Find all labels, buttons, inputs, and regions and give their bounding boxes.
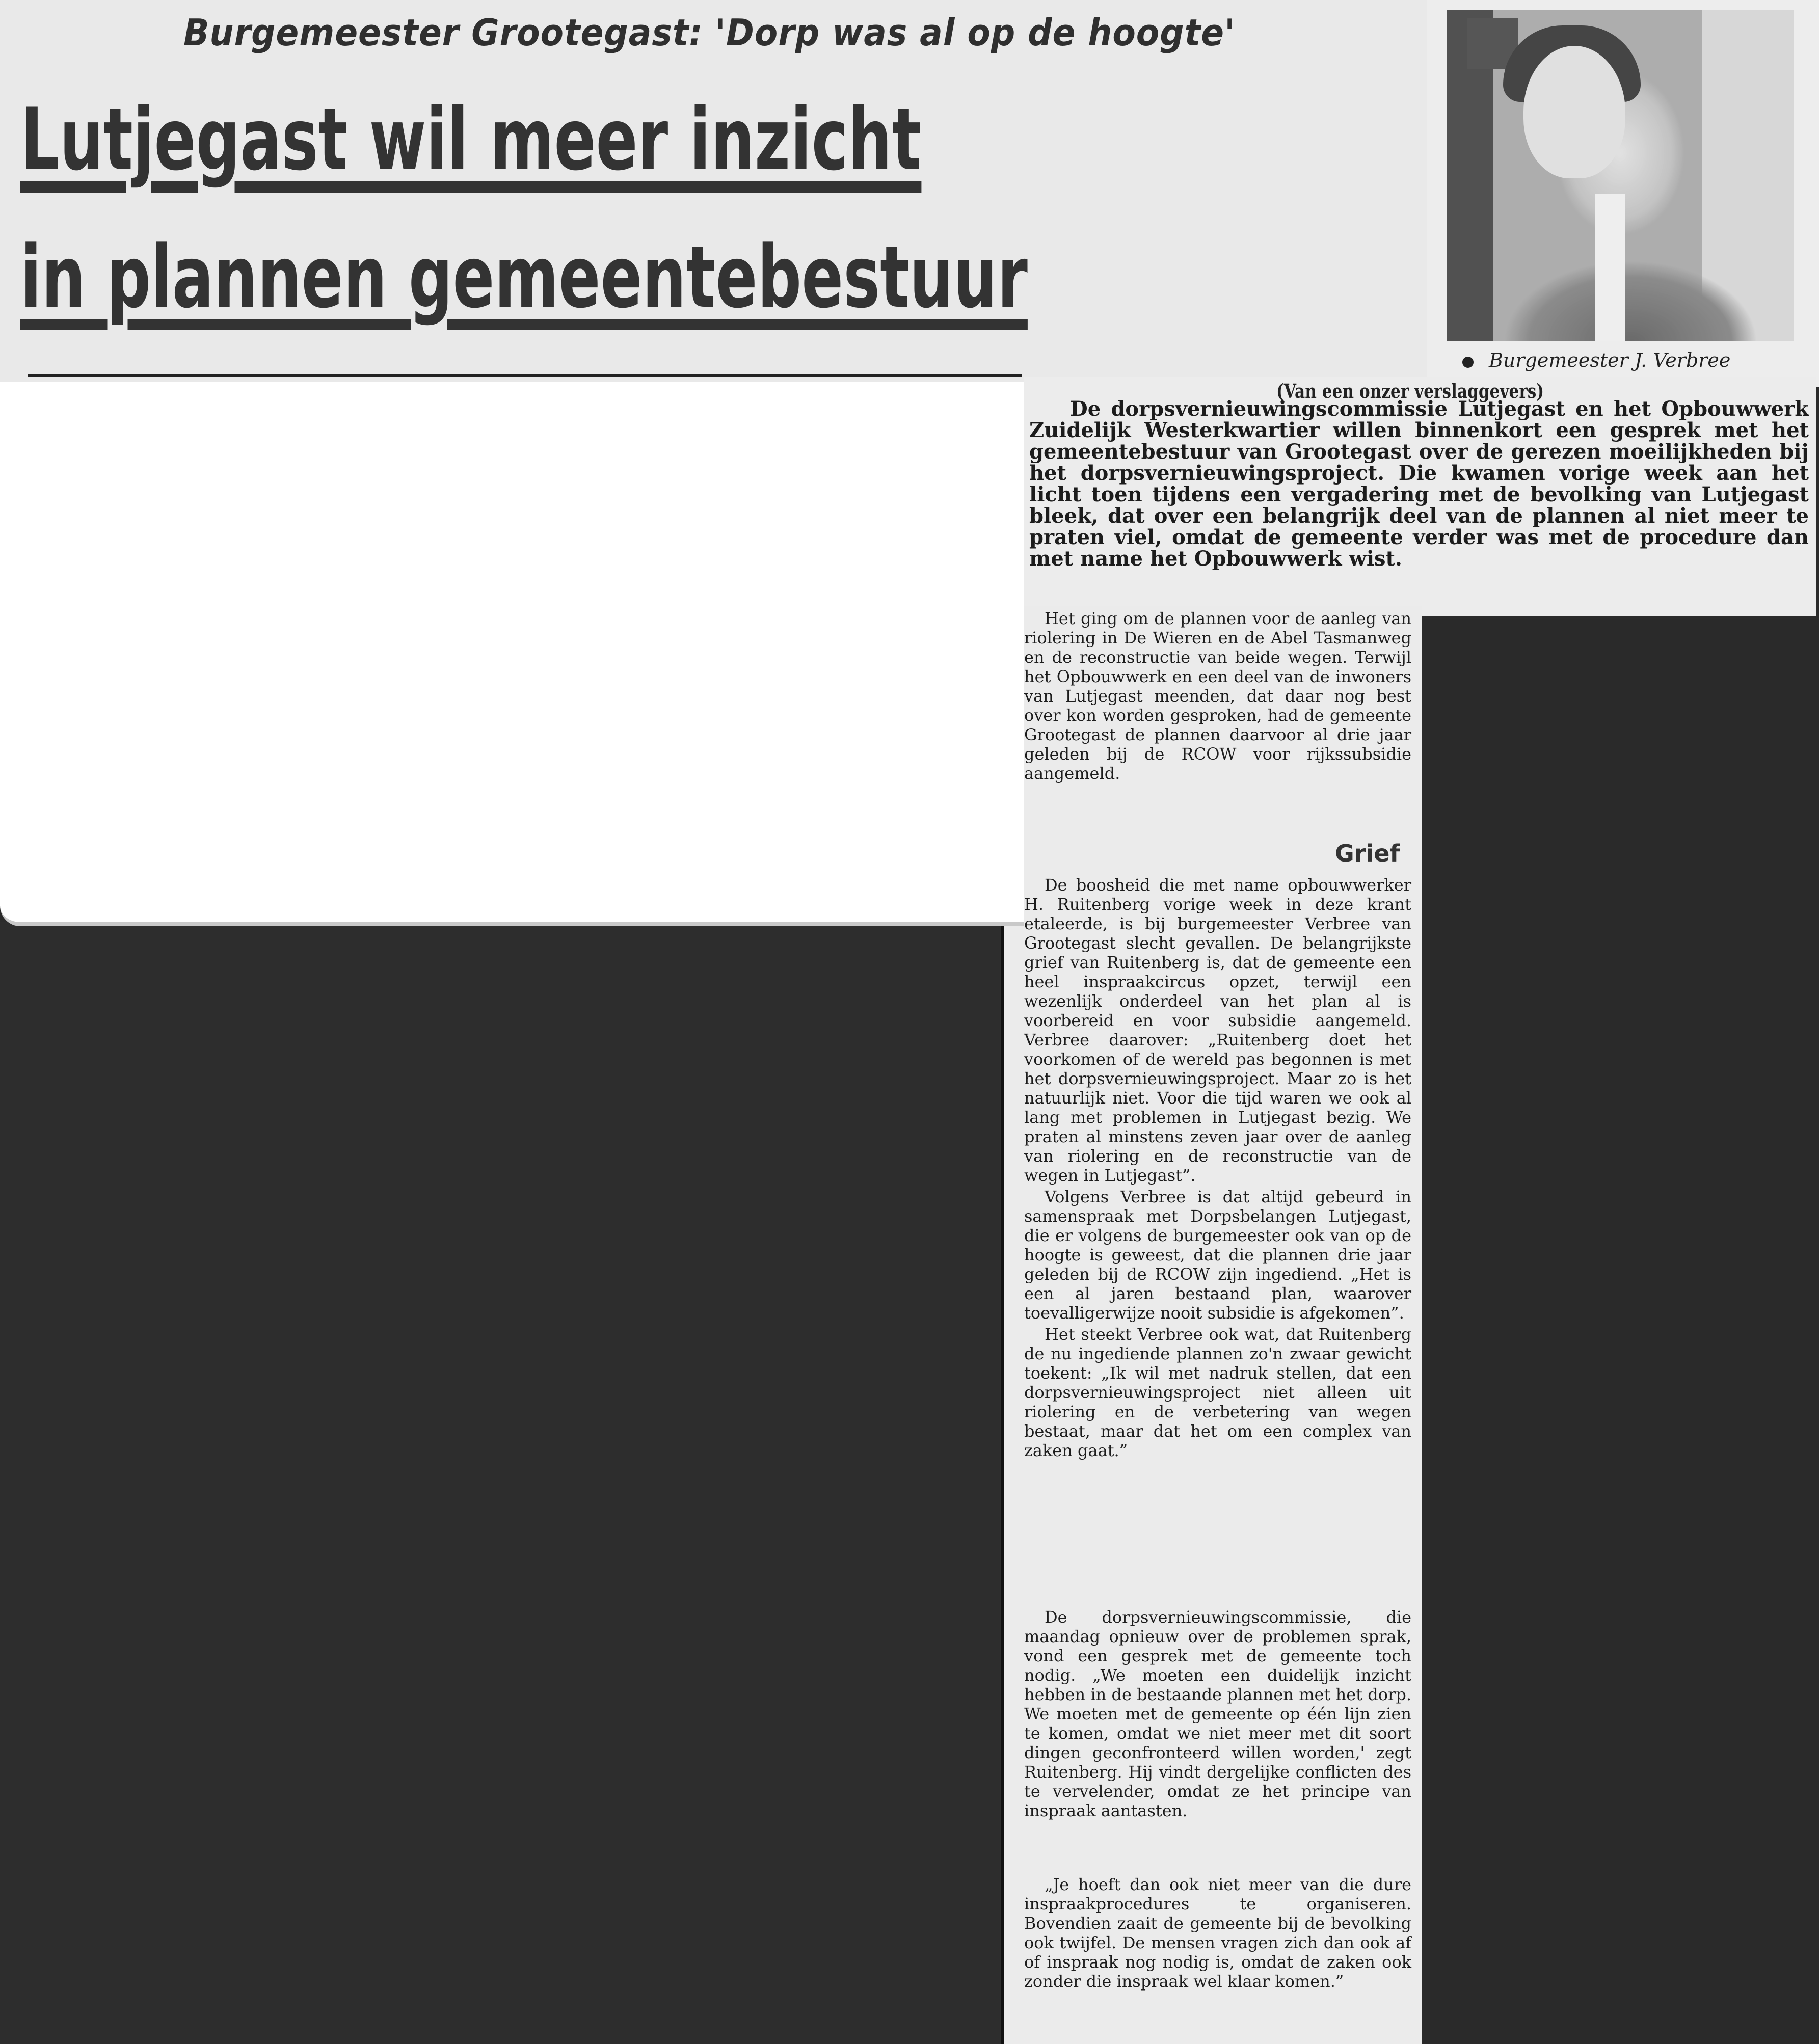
body-section-2 [1024, 875, 1411, 1462]
photo-caption-text: Burgemeester J. Verbree [1489, 349, 1731, 371]
dark-background [0, 922, 1001, 2044]
byline: (Van een onzer verslaggevers) [1276, 380, 1544, 402]
headline-line-1: Lutjegast wil meer inzicht [20, 90, 922, 190]
subheading: Grief [1335, 840, 1400, 867]
body-section-3 [1024, 1607, 1411, 1822]
photo-face [1523, 46, 1625, 178]
photo-caption [1462, 349, 1788, 371]
body-paragraph: Volgens Verbree is dat altijd gebeurd in samenspraak met Dorpsbelangen Lutjegast, die er volgens de burgemeester ook van op de hoogte is geweest, dat die plannen drie jaar geleden bij de RCOW zijn ingediend. „Het is een al jaren bestaand plan, waarover toevalligerwijze nooit subsidie is afgekomen”. [1024, 1187, 1411, 1323]
photo-shirt [1595, 194, 1625, 341]
kicker-headline: Burgemeester Grootegast: 'Dorp was al op de hoogte' [183, 11, 1236, 54]
header-clipping [0, 0, 1432, 387]
body-paragraph: De boosheid die met name opbouwwerker H. Ruitenberg vorige week in deze krant etaleerde, is bij burgemeester Verbree van Grootegast slecht gevallen. De belangrijkste grief van Ruitenberg is, dat de gemeente een heel inspraakcircus opzet, terwijl een wezenlijk onderdeel van het plan al is voorbereid en voor subsidie aangemeld. Verbree daarover: „Ruitenberg doet het voorkomen of de wereld pas begonnen is met het dorpsvernieuwingsproject. Maar zo is het natuurlijk niet. Voor die tijd waren we ook al lang met problemen in Lutjegast bezig. We praten al minstens zeven jaar over de aanleg van riolering en de reconstructie van de wegen in Lutjegast”. [1024, 875, 1411, 1185]
body-paragraph: „Je hoeft dan ook niet meer van die dure inspraakprocedures te organiseren. Bovendien zaait de gemeente bij de bevolking ook twijfel. De mensen vragen zich dan ook af of inspraak nog nodig is, omdat de zaken ook zonder die inspraak wel klaar komen.” [1024, 1875, 1411, 1991]
body-section-4 [1024, 1875, 1411, 1993]
blank-paper-sheet [0, 382, 1024, 926]
headline-rule [28, 374, 1022, 377]
dark-background-right [1419, 619, 1819, 2044]
headline-line-2: in plannen gemeentebestuur [20, 227, 1028, 327]
portrait-photo-icon [1447, 10, 1794, 341]
body-paragraph: Het steekt Verbree ook wat, dat Ruitenberg de nu ingediende plannen zo'n zwaar gewicht toekent: „Ik wil met nadruk stellen, dat een dorpsvernieuwingsproject niet alleen uit riolering en de verbetering van wegen bestaat, maar dat het om een complex van zaken gaat.” [1024, 1325, 1411, 1460]
body-paragraph: Het ging om de plannen voor de aanleg van riolering in De Wieren en de Abel Tasmanweg en de reconstructie van beide wegen. Terwijl het Opbouwwerk en een deel van de inwoners van Lutjegast meenden, dat daar nog best over kon worden gesproken, had de gemeente Grootegast de plannen daarvoor al drie jaar geleden bij de RCOW voor rijkssubsidie aangemeld. [1024, 609, 1411, 783]
bullet-icon [1462, 357, 1474, 368]
intro-paragraph: De dorpsvernieuwingscommissie Lutjegast en het Opbouwwerk Zuidelijk Westerkwartier willen binnenkort een gesprek met het gemeentebestuur van Grootegast over de gerezen moeilijkheden bij het dorpsvernieuwingsproject. Die kwamen vorige week aan het licht toen tijdens een vergadering met de bevolking van Lutjegast bleek, dat over een belangrijk deel van de plannen al niet meer te praten viel, omdat de gemeente verder was met de procedure dan met name het Opbouwwerk wist. [1029, 397, 1809, 571]
body-paragraph: De dorpsvernieuwingscommissie, die maandag opnieuw over de problemen sprak, vond een gesprek met de gemeente toch nodig. „We moeten een duidelijk inzicht hebben in de bestaande plannen met het dorp. We moeten met de gemeente op één lijn zien te komen, omdat we niet meer met dit soort dingen geconfronteerd willen worden,' zegt Ruitenberg. Hij vindt dergelijke conflicten des te vervelender, omdat ze het principe van inspraak aantasten. [1024, 1607, 1411, 1820]
body-section-1 [1024, 609, 1411, 785]
